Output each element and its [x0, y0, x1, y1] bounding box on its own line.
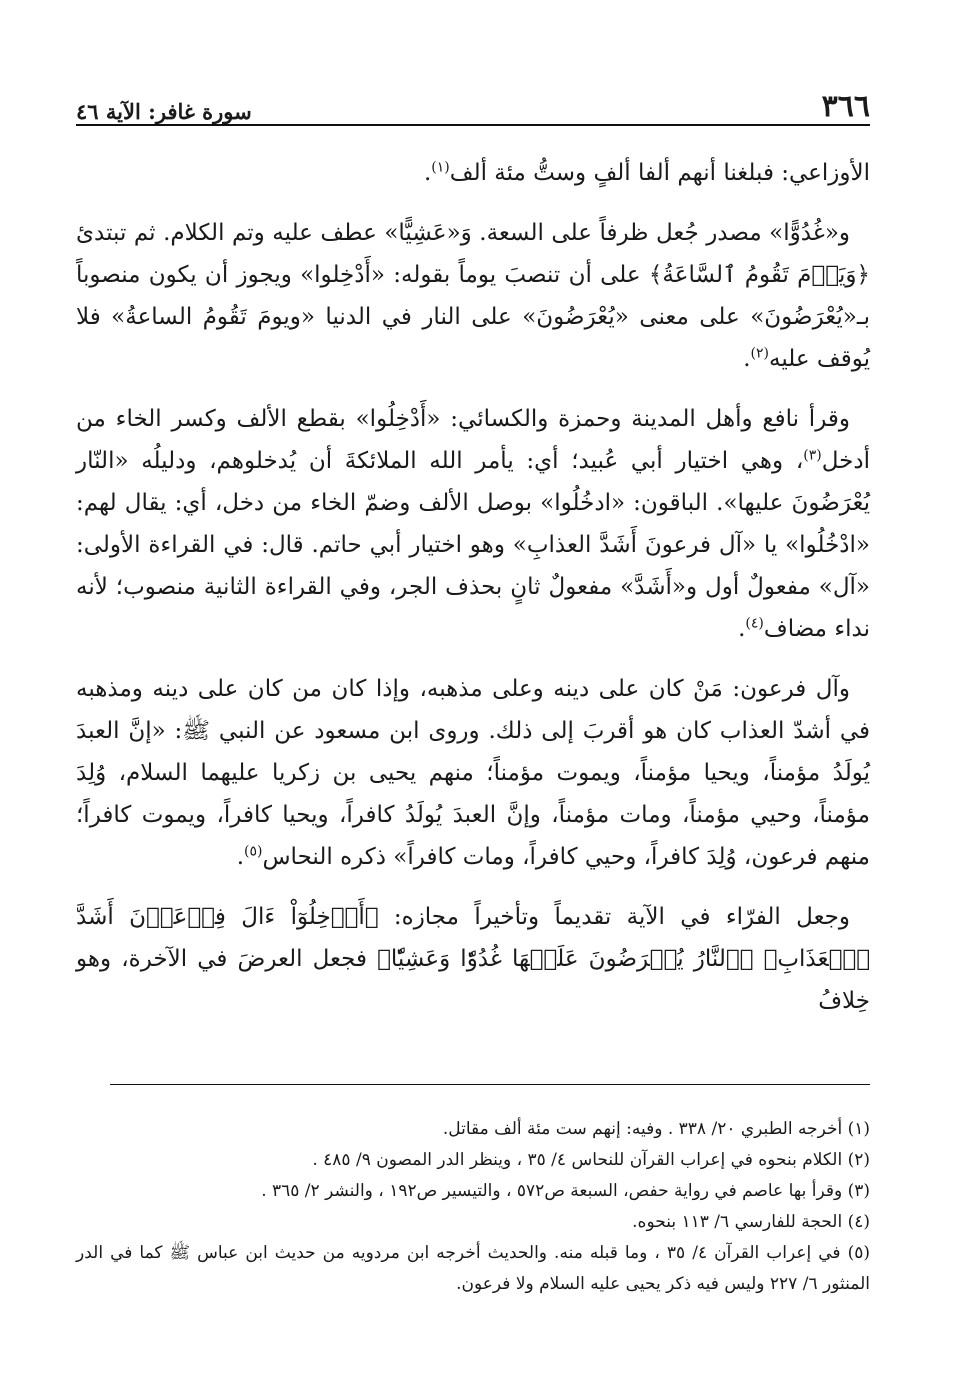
page-header: [76, 86, 870, 122]
footnote-separator: [110, 1084, 870, 1085]
footnote-3: (٣) وقرأ بها عاصم في رواية حفص، السبعة ص٥٧٢ ، والتيسير ص١٩٢ ، والنشر ٢/ ٣٦٥ .: [261, 1181, 870, 1201]
footnote-ref-5[interactable]: (٥): [244, 843, 263, 860]
page-number: ٣٦٦: [821, 89, 870, 124]
header-rule: [76, 124, 870, 126]
paragraph-3: وقرأ نافع وأهل المدينة وحمزة والكسائي: «أَدْخِلُوا» بقطع الألف وكسر الخاء من أدخل$^{(٣)}$، وهي اختيار أبي عُبيد؛ أي: يأمر الله الملائكةَ أن يُدخلوهم، ودليلُه «النّار يُعْرَضُونَ عليها». الباقون: «ادخُلُوا» بوصل الألف وضمّ الخاء من دخل، أي: يقال لهم: «ادْخُلُوا» يا «آل فرعونَ أَشَدَّ العذابِ» وهو اختيار أبي حاتم. قال: في القراءة الأولى: «آل» مفعولٌ أول و«أَشَدَّ» مفعولٌ ثانٍ بحذف الجر، وفي القراءة الثانية منصوب؛ لأنه نداء مضاف$^{(٤)}$.: [76, 406, 870, 642]
footnote-4: (٤) الحجة للفارسي ٦/ ١١٣ بنحوه.: [632, 1212, 870, 1232]
footnote-2: (٢) الكلام بنحوه في إعراب القرآن للنحاس ٤/ ٣٥ ، وينظر الدر المصون ٩/ ٤٨٥ .: [312, 1150, 870, 1170]
footnote-ref-4[interactable]: (٤): [745, 615, 764, 632]
paragraph-5: وجعل الفرّاء في الآية تقديماً وتأخيراً مجازه: ﴿أَدۡخِلُوٓاْ ءَالَ فِرۡعَوۡنَ أَشَدَّ ٱلۡعَذَابِ﴾ ﴿ٱلنَّارُ يُعۡرَضُونَ عَلَيۡهَا غُدُوّٗا وَعَشِيّٗا﴾ فجعل العرضَ في الآخرة، وهو خِلافُ: [76, 904, 870, 1014]
paragraph-1: الأوزاعي: فبلغنا أنهم ألفا ألفٍ وستُّ مئة ألف$^{(١)}$.: [423, 159, 870, 186]
footnote-1: (١) أخرجه الطبري ٢٠/ ٣٣٨ . وفيه: إنهم ست مئة ألف مقاتل.: [442, 1119, 870, 1139]
main-text: [76, 152, 870, 1040]
paragraph-4: وآل فرعون: مَنْ كان على دينه وعلى مذهبه، وإذا كان من كان على دينه ومذهبه في أشدّ العذاب كان هو أقربَ إلى ذلك. وروى ابن مسعود عن النبي ﷺ: «إنَّ العبدَ يُولَدُ مؤمناً، ويحيا مؤمناً، ويموت مؤمناً؛ منهم يحيى بن زكريا عليهما السلام، وُلِدَ مؤمناً، وحيي مؤمناً، ومات مؤمناً، وإنَّ العبدَ يُولَدُ كافراً، ويحيا كافراً، ويموت كافراً؛ منهم فرعون، وُلِدَ كافراً، وحيي كافراً، ومات كافراً» ذكره النحاس$^{(٥)}$.: [76, 676, 870, 870]
footnote-ref-3[interactable]: (٣): [803, 447, 822, 464]
footnote-ref-2[interactable]: (٢): [750, 345, 769, 362]
paragraph-2: و«غُدُوًّا» مصدر جُعل ظرفاً على السعة. وَ«عَشِيًّا» عطف عليه وتم الكلام. ثم تبتدئ ﴿وَيَوۡمَ تَقُومُ ٱلسَّاعَةُ﴾ على أن تنصبَ يوماً بقوله: «أَدْخِلوا» ويجوز أن يكون منصوباً بـ«يُعْرَضُونَ» على معنى «يُعْرَضُونَ» على النار في الدنيا «ويومَ تَقُومُ الساعةُ» فلا يُوقف عليه$^{(٢)}$.: [76, 220, 870, 372]
footnote-5: (٥) في إعراب القرآن ٤/ ٣٥ ، وما قبله منه. والحديث أخرجه ابن مردويه من حديث ابن عباس ﷺ كما في الدر المنثور ٦/ ٢٢٧ وليس فيه ذكر يحيى عليه السلام ولا فرعون.: [76, 1243, 870, 1294]
running-title: سورة غافر: الآية ٤٦: [76, 99, 252, 124]
footnote-ref-1[interactable]: (١): [431, 159, 450, 176]
footnotes: [76, 1114, 870, 1300]
